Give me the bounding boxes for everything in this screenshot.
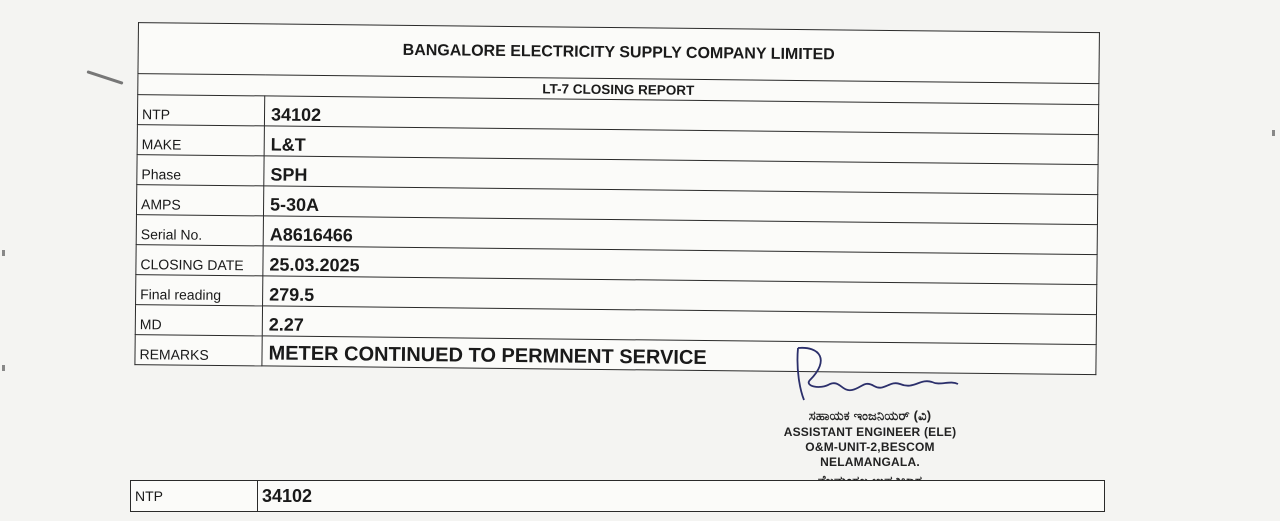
row-label: CLOSING DATE xyxy=(136,245,263,276)
row-value: 5-30A xyxy=(263,186,1097,225)
row-value: METER CONTINUED TO PERMNENT SERVICE xyxy=(262,336,1096,375)
row-label: REMARKS xyxy=(135,335,262,366)
second-report-sheet xyxy=(130,480,1110,512)
report-title: LT-7 CLOSING REPORT xyxy=(138,74,1099,105)
table-row xyxy=(131,481,1105,512)
row-label: MAKE xyxy=(137,125,264,156)
row-value: 34102 xyxy=(258,481,1105,512)
row-value: SPH xyxy=(264,156,1098,195)
edge-mark xyxy=(1272,130,1275,136)
row-label: Final reading xyxy=(136,275,263,306)
row-label: Phase xyxy=(137,155,264,186)
company-title: BANGALORE ELECTRICITY SUPPLY COMPANY LIMITED xyxy=(138,23,1099,84)
row-label: MD xyxy=(135,305,262,336)
row-value: 25.03.2025 xyxy=(263,246,1097,285)
row-value: A8616466 xyxy=(263,216,1097,255)
closing-report-table xyxy=(134,22,1100,375)
row-value: 34102 xyxy=(264,96,1098,135)
stamp-line-kannada-title: ಸಹಾಯಕ ಇಂಜನಿಯರ್ (ವಿ) xyxy=(808,408,932,423)
row-label: NTP xyxy=(137,95,264,126)
stamp-line-unit: O&M-UNIT-2,BESCOM xyxy=(805,440,935,454)
row-label: NTP xyxy=(131,481,258,512)
row-value: L&T xyxy=(264,126,1098,165)
edge-mark xyxy=(2,250,5,256)
row-label: Serial No. xyxy=(136,215,263,246)
row-value: 279.5 xyxy=(263,276,1097,315)
edge-mark xyxy=(2,365,5,371)
stamp-line-designation: ASSISTANT ENGINEER (ELE) xyxy=(783,425,957,439)
row-label: AMPS xyxy=(136,185,263,216)
row-value: 2.27 xyxy=(262,306,1096,345)
official-stamp xyxy=(760,340,1000,500)
stamp-line-place: NELAMANGALA. xyxy=(820,455,920,469)
second-report-table xyxy=(130,480,1105,512)
pen-mark xyxy=(86,70,123,85)
